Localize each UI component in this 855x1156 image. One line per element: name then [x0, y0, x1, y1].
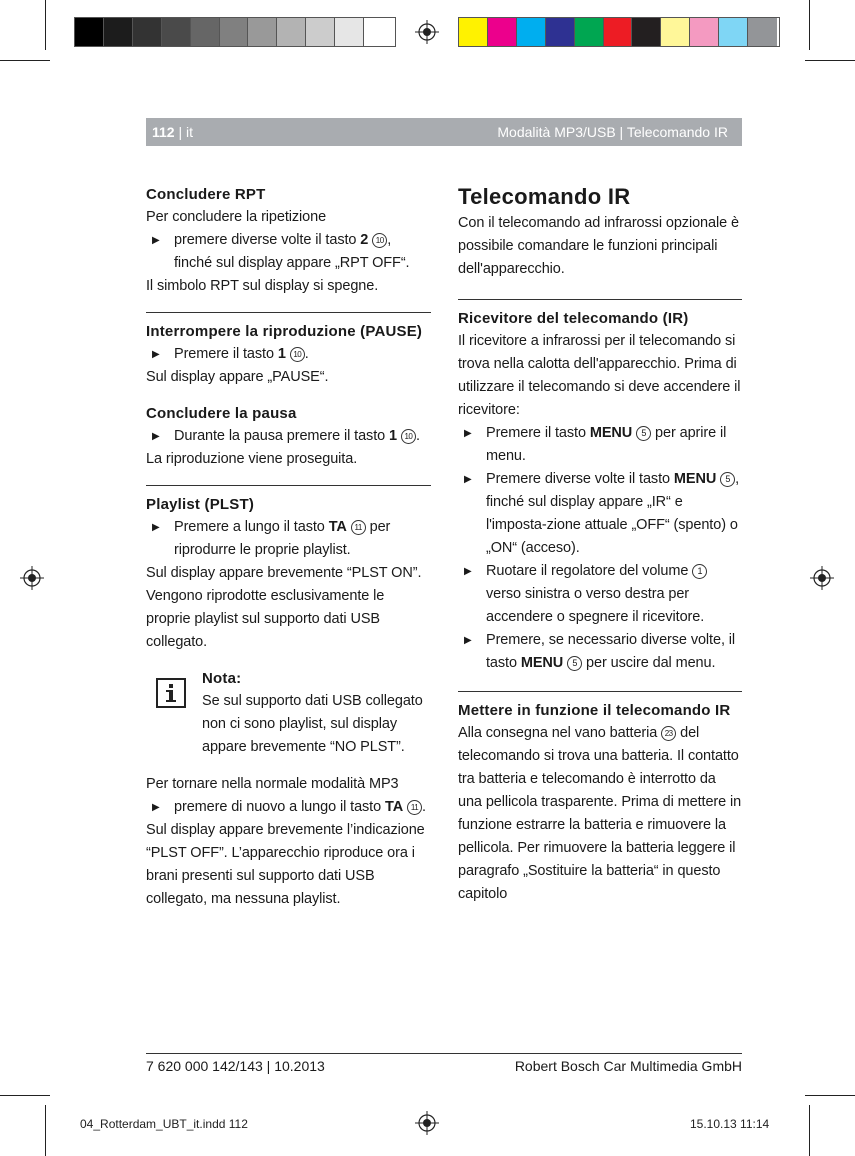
paragraph-text: del telecomando si trova una batteria. Il contatto tra batteria e telecomando è interrotto da una pellicola trasparente. Prima di mettere in funzione estrarre la batteria e rimuovere la pellicola. Per rimuovere la batteria leggere il paragrafo „Sostituire la batteria“ in questo capitolo [458, 725, 742, 902]
note-text: Se sul supporto dati USB collegato non ci sono playlist, sul display appare brevemente “NO PLST”. [202, 693, 423, 755]
instruction-step [146, 229, 431, 275]
callout-number: 10 [401, 429, 416, 444]
step-text: , finché sul display appare „IR“ e l'imposta-zione attuale „OFF“ (spento) o „ON“ (acceso). [486, 471, 740, 556]
callout-number: 10 [372, 233, 387, 248]
color-swatch [661, 18, 690, 46]
registration-mark-icon [20, 566, 44, 590]
color-swatch [191, 18, 220, 46]
paragraph: Per tornare nella normale modalità MP3 [146, 776, 399, 792]
bullet-arrow-icon: ▶ [152, 522, 160, 533]
paragraph: Vengono riprodotte esclusivamente le proprie playlist sul supporto dati USB collegato. [146, 588, 385, 650]
step-text: premere di nuovo a lungo il tasto [174, 799, 382, 815]
step-text: Premere, se necessario diverse volte, il tasto [486, 632, 736, 671]
step-text: Premere diverse volte il tasto [486, 471, 670, 487]
left-column [146, 184, 431, 911]
step-text: Premere il tasto [486, 425, 586, 441]
bullet-arrow-icon: ▶ [152, 235, 160, 246]
step-text: . [415, 428, 420, 444]
callout-number: 5 [636, 426, 651, 441]
color-swatch [306, 18, 335, 46]
color-swatch [748, 18, 777, 46]
info-icon [156, 678, 186, 708]
key-label: MENU [520, 655, 564, 671]
key-label: 1 [277, 346, 286, 362]
paragraph: Con il telecomando ad infrarossi opzionale è possibile comandare le funzioni principali dell'apparecchio. [458, 215, 739, 277]
instruction-step [458, 629, 742, 675]
callout-number: 10 [290, 347, 305, 362]
paragraph: Sul display appare „PAUSE“. [146, 369, 329, 385]
instruction-step [146, 516, 431, 562]
section-divider [146, 312, 431, 343]
bullet-arrow-icon: ▶ [152, 431, 160, 442]
section-divider [458, 691, 742, 722]
color-swatch [75, 18, 104, 46]
gray-color-bar [74, 17, 396, 47]
key-label: TA [385, 799, 404, 815]
trim-mark [0, 60, 50, 61]
callout-number: 1 [692, 564, 707, 579]
bullet-arrow-icon: ▶ [464, 635, 472, 646]
key-label: MENU [673, 471, 717, 487]
paragraph: Per concludere la ripetizione [146, 209, 327, 225]
step-text: verso sinistra o verso destra per accendere o spegnere il ricevitore. [486, 586, 705, 625]
step-text: , finché sul display appare „RPT OFF“. [174, 232, 410, 271]
instruction-step [146, 796, 431, 819]
footer-divider [146, 1053, 742, 1054]
paragraph: Il simbolo RPT sul display si spegne. [146, 278, 379, 294]
step-text: per riprodurre le proprie playlist. [174, 519, 391, 558]
color-swatch [546, 18, 575, 46]
chapter-title: Telecomando IR [458, 184, 631, 209]
step-text: per uscire dal menu. [582, 655, 716, 671]
instruction-step [146, 425, 431, 448]
bullet-arrow-icon: ▶ [464, 428, 472, 439]
section-divider [146, 485, 431, 516]
color-swatch [517, 18, 546, 46]
key-label: TA [328, 519, 347, 535]
page-number: 112 [152, 124, 175, 140]
trim-mark [805, 1095, 855, 1096]
paragraph: Il ricevitore a infrarossi per il telecomando si trova nella calotta dell'apparecchio. Prima di utilizzare il telecomando si deve accendere il ricevitore: [458, 333, 741, 418]
color-swatch [604, 18, 633, 46]
section-heading: Interrompere la riproduzione (PAUSE) [146, 323, 423, 340]
process-color-bar [458, 17, 780, 47]
trim-mark [809, 0, 810, 50]
color-swatch [248, 18, 277, 46]
step-text: Ruotare il regolatore del volume [486, 563, 689, 579]
paragraph: La riproduzione viene proseguita. [146, 451, 358, 467]
callout-number: 5 [567, 656, 582, 671]
color-swatch [335, 18, 364, 46]
trim-mark [809, 1105, 810, 1156]
color-swatch [488, 18, 517, 46]
registration-mark-icon [415, 1111, 439, 1135]
paragraph: Sul display appare brevemente l’indicazione “PLST OFF”. L’apparecchio riproduce ora i brani presenti sul supporto dati USB collegato, ma nessuna playlist. [146, 822, 425, 907]
paragraph-text: Alla consegna nel vano batteria [458, 725, 658, 741]
section-heading: Concludere la pausa [146, 405, 297, 422]
key-label: MENU [589, 425, 633, 441]
step-text: premere diverse volte il tasto [174, 232, 357, 248]
color-swatch [133, 18, 162, 46]
page-header [146, 118, 742, 146]
bullet-arrow-icon: ▶ [152, 802, 160, 813]
step-text: Durante la pausa premere il tasto [174, 428, 386, 444]
color-swatch [104, 18, 133, 46]
slug-date: 15.10.13 11:14 [690, 1117, 770, 1131]
section-heading: Concludere RPT [146, 186, 266, 203]
color-swatch [364, 18, 393, 46]
color-swatch [690, 18, 719, 46]
color-swatch [277, 18, 306, 46]
color-swatch [162, 18, 191, 46]
section-title: Modalità MP3/USB | Telecomando IR [497, 124, 728, 140]
bullet-arrow-icon: ▶ [464, 566, 472, 577]
note-title: Nota: [202, 670, 242, 687]
instruction-step [146, 343, 431, 366]
callout-number: 11 [407, 800, 422, 815]
slug-filename: 04_Rotterdam_UBT_it.indd 112 [80, 1117, 248, 1131]
paragraph [458, 722, 742, 906]
bullet-arrow-icon: ▶ [152, 349, 160, 360]
section-divider [458, 299, 742, 330]
registration-mark-icon [415, 20, 439, 44]
section-heading: Playlist (PLST) [146, 496, 255, 513]
instruction-step [458, 560, 742, 629]
instruction-step [458, 422, 742, 468]
page-number-label [152, 124, 193, 140]
trim-mark [0, 1095, 50, 1096]
color-swatch [575, 18, 604, 46]
color-swatch [220, 18, 249, 46]
paragraph: Sul display appare brevemente “PLST ON”. [146, 565, 422, 581]
document-number: 7 620 000 142/143 | 10.2013 [146, 1058, 325, 1074]
color-swatch [459, 18, 488, 46]
callout-number: 11 [351, 520, 366, 535]
right-column [458, 184, 742, 906]
note-box [146, 668, 431, 759]
step-text: per aprire il menu. [486, 425, 727, 464]
instruction-step [458, 468, 742, 560]
trim-mark [45, 1105, 46, 1156]
callout-number: 5 [720, 472, 735, 487]
step-text: Premere il tasto [174, 346, 274, 362]
trim-mark [45, 0, 46, 50]
key-label: 1 [389, 428, 397, 444]
color-swatch [632, 18, 661, 46]
step-text: Premere a lungo il tasto [174, 519, 325, 535]
color-swatch [719, 18, 748, 46]
key-label: 2 [360, 232, 369, 248]
registration-mark-icon [810, 566, 834, 590]
section-heading: Ricevitore del telecomando (IR) [458, 310, 689, 327]
bullet-arrow-icon: ▶ [464, 474, 472, 485]
trim-mark [805, 60, 855, 61]
callout-number: 23 [661, 726, 676, 741]
section-heading: Mettere in funzione il telecomando IR [458, 702, 731, 719]
publisher-name: Robert Bosch Car Multimedia GmbH [514, 1058, 742, 1074]
step-text: . [422, 799, 426, 815]
language-code: | it [178, 124, 194, 140]
step-text: . [304, 346, 309, 362]
